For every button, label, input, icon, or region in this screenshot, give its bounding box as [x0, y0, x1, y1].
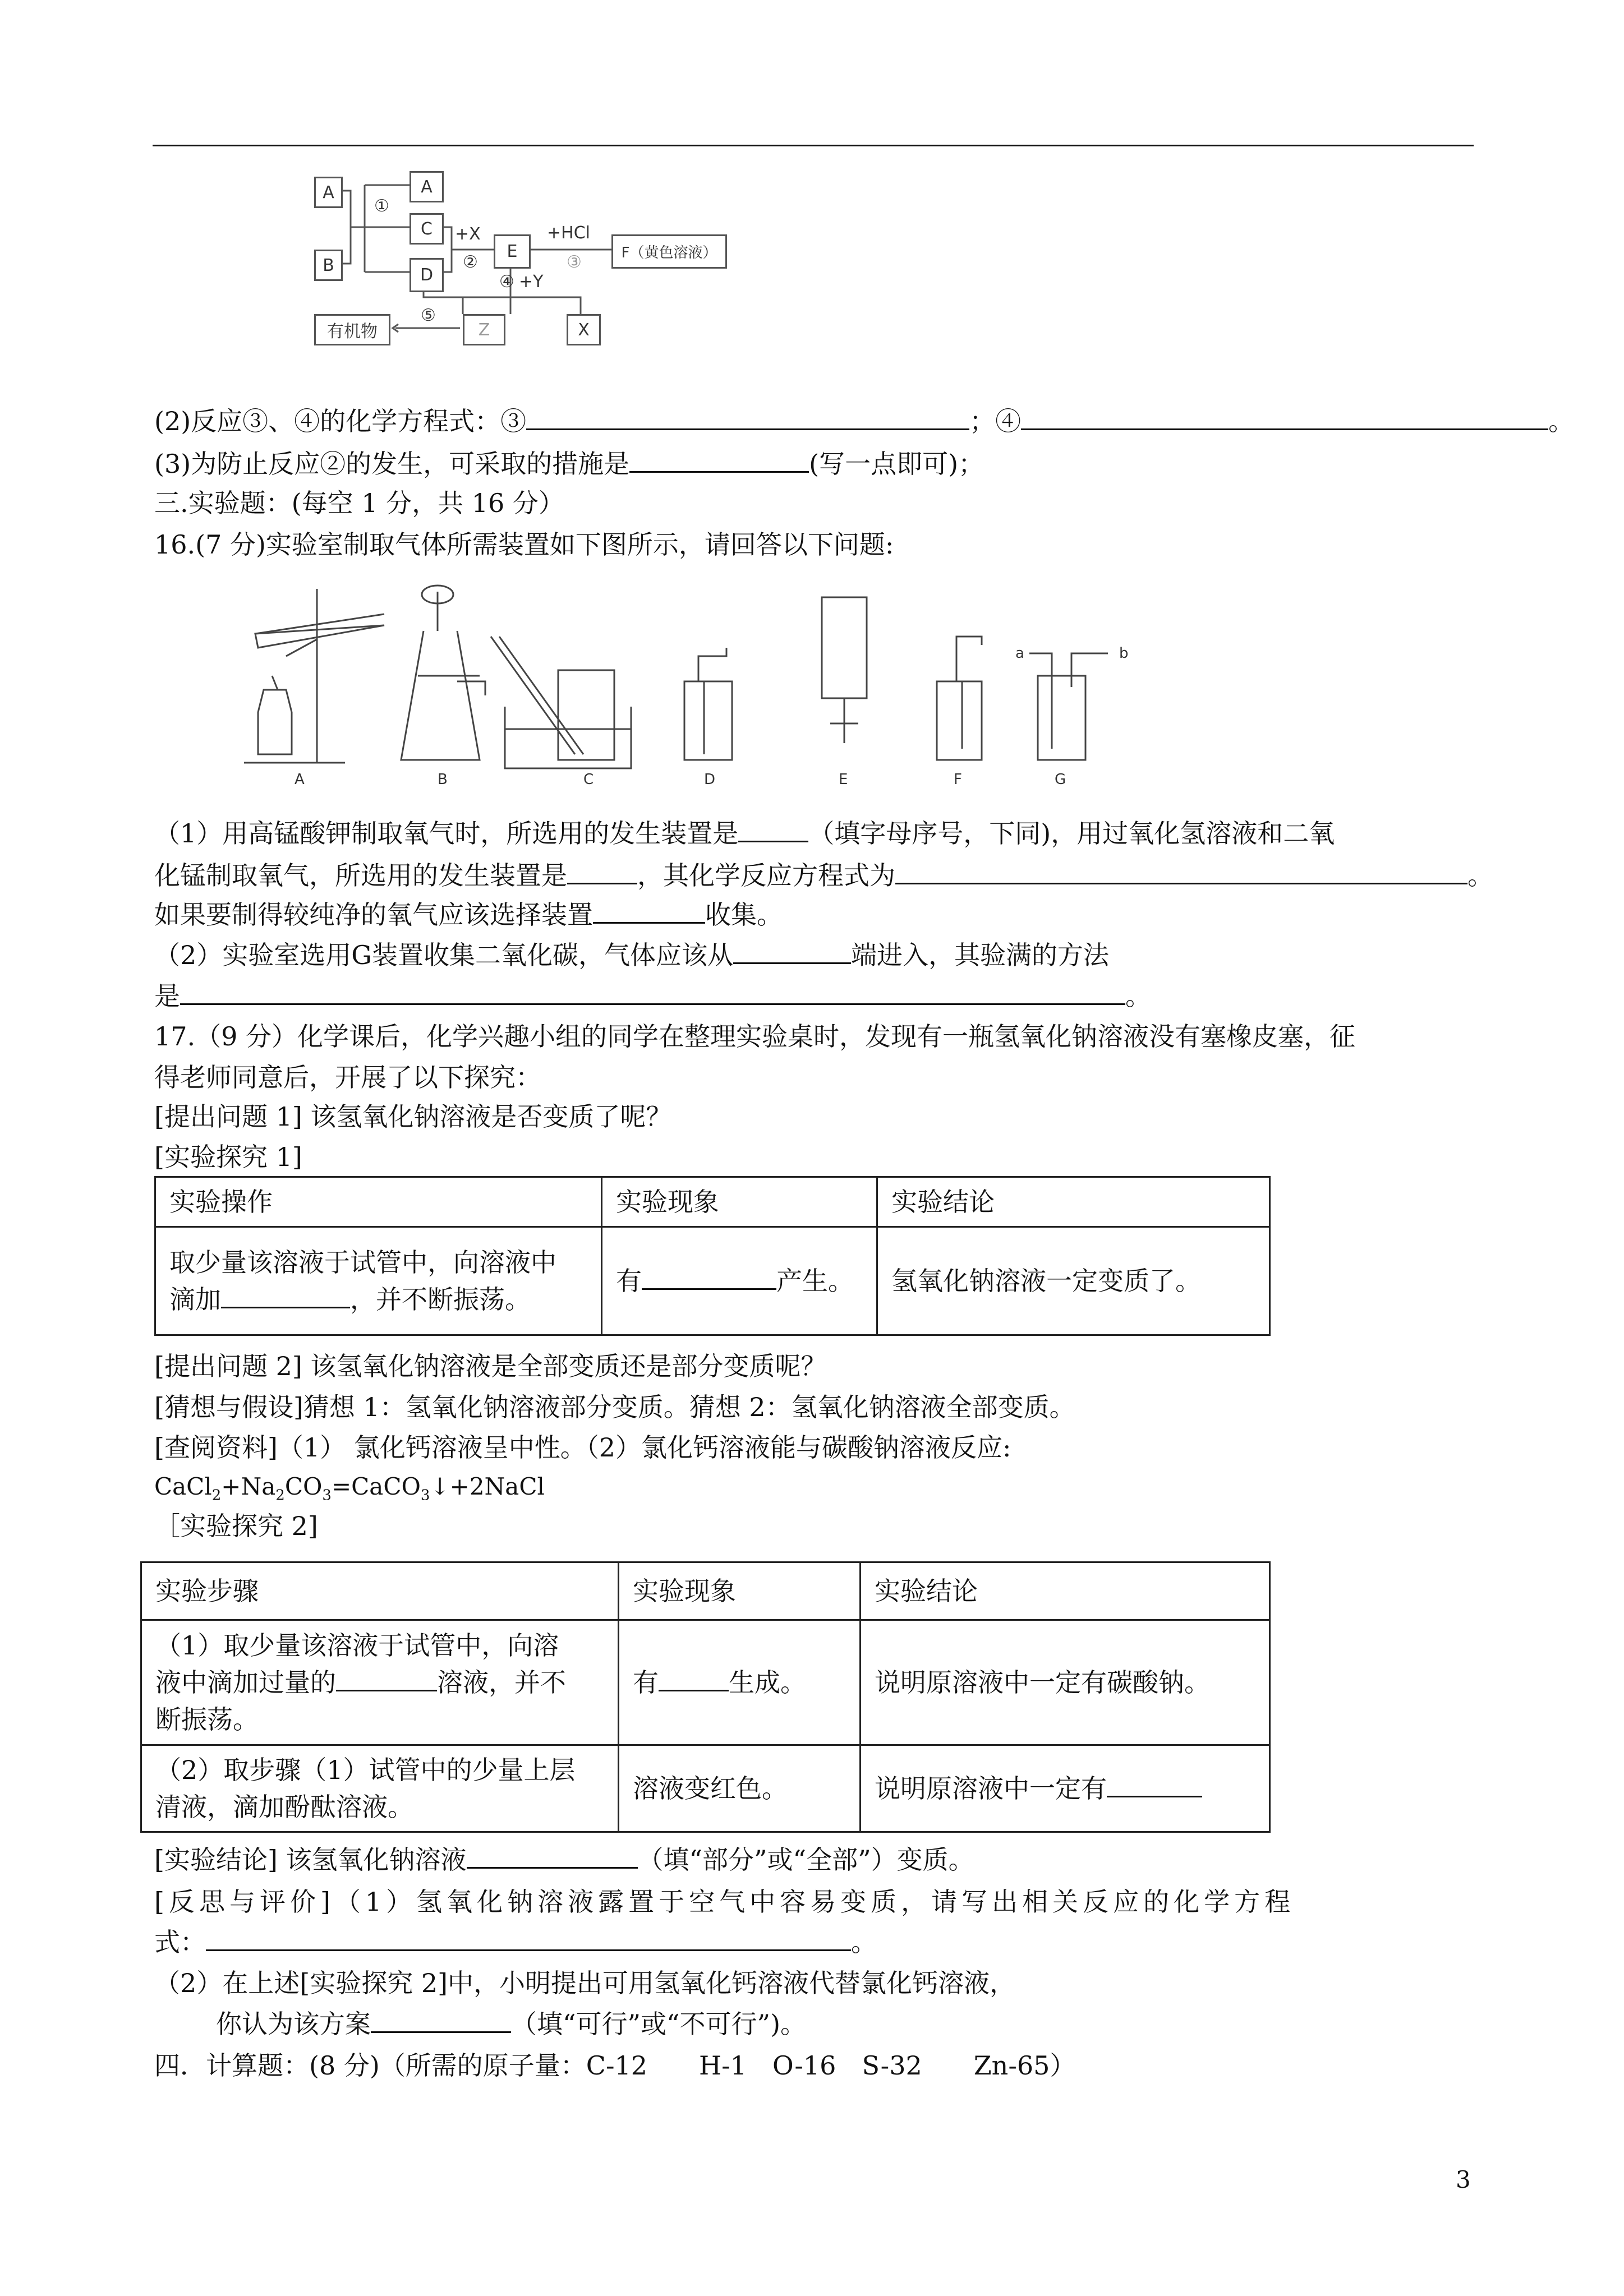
q17-explore-1: [实验探究 1] [154, 1142, 302, 1172]
section-3-heading: 三.实验题：(每空 1 分，共 16 分） [154, 488, 564, 518]
apparatus-label-f: F [954, 771, 962, 788]
node-c: C [410, 213, 444, 245]
q17-reflection-1: [反思与评价]（1）氢氧化钠溶液露置于空气中容易变质，请写出相关反应的化学方程 [154, 1887, 1295, 1917]
q16-line-5: 是 。 [154, 981, 1151, 1011]
t1-header-conclusion: 实验结论 [877, 1177, 1270, 1227]
t2-step-1-cell: （1）取少量该溶液于试管中，向溶 液中滴加过量的 溶液，并不 断振荡。 [141, 1620, 619, 1745]
q17-references: [查阅资料]（1） 氯化钙溶液呈中性。（2）氯化钙溶液能与碳酸钠溶液反应: [154, 1432, 1011, 1463]
apparatus-label-d: D [704, 771, 716, 788]
t1-operation-cell: 取少量该溶液于试管中，向溶液中 滴加 ，并不断振荡。 [155, 1227, 602, 1335]
apparatus-label-e: E [839, 771, 848, 788]
t1-phenomenon-cell: 有 产生。 [602, 1227, 877, 1335]
reaction-3: ③ [567, 252, 582, 272]
q16-line-1: （1）用高锰酸钾制取氧气时，所选用的发生装置是 （填字母序号，下同)，用过氧化氢溶液和二氧 [154, 818, 1335, 849]
q17-question-2: [提出问题 2] 该氢氧化钠溶液是全部变质还是部分变质呢？ [154, 1351, 827, 1381]
label-plus-x: +X [455, 224, 481, 244]
flow-diagram [311, 163, 732, 353]
q17-explore-2: ［实验探究 2] [154, 1511, 318, 1541]
node-z: Z [463, 314, 505, 345]
header-rule [153, 145, 1474, 146]
q16-line-4: （2）实验室选用G装置收集二氧化碳，气体应该从 端进入，其验满的方法 [154, 940, 1110, 970]
section-4-heading: 四．计算题：(8 分)（所需的原子量：C-12 H-1 O-16 S-32 Zn-65） [154, 2050, 1076, 2081]
t2-header-steps: 实验步骤 [141, 1562, 619, 1620]
q17-equation: $CaCl_2+Na_2CO_3=CaCO_3↓+2NaCl$ [154, 1473, 545, 1504]
node-d: D [410, 258, 444, 292]
reaction-2: ② [463, 252, 478, 272]
node-x: X [567, 314, 601, 345]
apparatus-label-b: B [438, 771, 448, 788]
apparatus-figure [233, 580, 1142, 794]
q16-title: 16.(7 分)实验室制取气体所需装置如下图所示，请回答以下问题: [154, 529, 894, 560]
q17-conclusion: [实验结论] 该氢氧化钠溶液 （填“部分”或“全部”）变质。 [154, 1845, 974, 1875]
experiment-table-1 [154, 1176, 1271, 1336]
reaction-4: ④ [499, 272, 514, 292]
reaction-5: ⑤ [421, 306, 436, 325]
label-plus-hcl: +HCl [547, 223, 590, 243]
q17-hypothesis: [猜想与假设]猜想 1：氢氧化钠溶液部分变质。猜想 2：氢氧化钠溶液全部变质。 [154, 1392, 1075, 1422]
q16-line-3: 如果要制得较纯净的氧气应该选择装置 收集。 [154, 900, 783, 930]
node-e: E [494, 234, 531, 269]
label-plus-y: +Y [519, 272, 544, 292]
q15-part2: (2)反应③、④的化学方程式：③ ；④ 。 [154, 406, 1575, 436]
q17-intro-1: 17.（9 分）化学课后，化学兴趣小组的同学在整理实验桌时，发现有一瓶氢氧化钠溶液没有塞橡皮塞，征 [154, 1021, 1356, 1052]
t2-step-2-conclusion: 说明原溶液中一定有 [861, 1745, 1270, 1832]
q15-part3: (3)为防止反应②的发生，可采取的措施是 (写一点即可)； [154, 449, 984, 479]
node-f: F（黄色溶液） [611, 234, 727, 269]
apparatus-label-a: A [295, 771, 305, 788]
apparatus-label-g: G [1055, 771, 1066, 788]
apparatus-label-c: C [583, 771, 594, 788]
q17-intro-2: 得老师同意后，开展了以下探究： [154, 1062, 541, 1092]
reaction-1: ① [374, 196, 389, 216]
q17-reflection-1b: 式： 。 [154, 1927, 877, 1957]
t2-step-2-cell: （2）取步骤（1）试管中的少量上层 清液，滴加酚酞溶液。 [141, 1745, 619, 1832]
t2-step-1-phenomenon: 有 生成。 [619, 1620, 861, 1745]
port-label-b: b [1119, 645, 1129, 662]
node-a-out: A [410, 171, 444, 202]
experiment-table-2 [140, 1561, 1271, 1833]
port-label-a: a [1015, 645, 1024, 662]
node-organic: 有机物 [314, 314, 390, 345]
t2-header-phenomenon: 实验现象 [619, 1562, 861, 1620]
q17-question-1: [提出问题 1] 该氢氧化钠溶液是否变质了呢？ [154, 1101, 672, 1132]
node-a: A [314, 177, 343, 208]
q16-line-2: 化锰制取氧气，所选用的发生装置是 ，其化学反应方程式为 。 [154, 860, 1493, 891]
t2-step-2-phenomenon: 溶液变红色。 [619, 1745, 861, 1832]
t1-header-phenomenon: 实验现象 [602, 1177, 877, 1227]
apparatus-drawings [233, 580, 1142, 794]
t2-step-1-conclusion: 说明原溶液中一定有碳酸钠。 [861, 1620, 1270, 1745]
q17-reflection-2b: 你认为该方案 （填“可行”或“不可行”)。 [216, 2009, 807, 2039]
page-number: 3 [1456, 2166, 1471, 2193]
t2-header-conclusion: 实验结论 [861, 1562, 1270, 1620]
t1-header-operation: 实验操作 [155, 1177, 602, 1227]
node-b: B [314, 250, 343, 281]
q17-reflection-2: （2）在上述[实验探究 2]中，小明提出可用氢氧化钙溶液代替氯化钙溶液， [154, 1968, 1016, 1998]
t1-conclusion-cell: 氢氧化钠溶液一定变质了。 [877, 1227, 1270, 1335]
